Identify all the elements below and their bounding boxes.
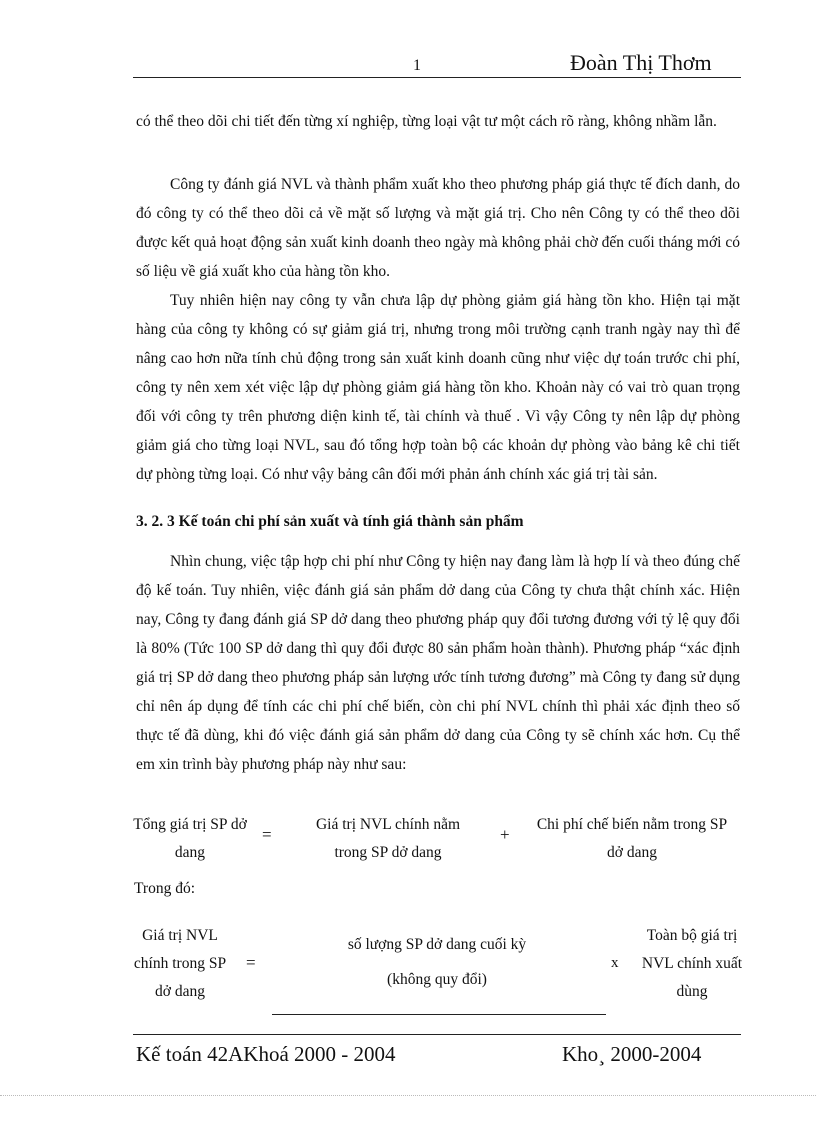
formula2-fraction-line [272, 1014, 606, 1015]
footer-right: Kho¸ 2000-2004 [562, 1042, 702, 1066]
header-rule [133, 77, 741, 78]
trong-do-label: Trong đó: [134, 880, 196, 897]
formula1-equals: = [262, 825, 272, 844]
formula1-plus: + [500, 825, 510, 844]
page-bottom-border [0, 1095, 816, 1096]
footer-left: Kế toán 42AKhoá 2000 - 2004 [136, 1042, 396, 1066]
page-number: 1 [413, 57, 421, 74]
formula1-term1: Giá trị NVL chính nằm trong SP dở dang [315, 816, 461, 861]
formula1-term2: Chi phí chế biến nằm trong SP dở dang [536, 816, 728, 861]
section-heading: 3. 2. 3 Kế toán chi phí sản xuất và tính giá thành sản phẩm [136, 513, 524, 530]
footer-rule [133, 1034, 741, 1035]
formula2-times: x [611, 955, 619, 971]
formula2-right: Toàn bộ giá trị NVL chính xuất dùng [641, 927, 743, 1000]
formula2-numerator-line2: (không quy đổi) [387, 971, 487, 988]
formula2-equals: = [246, 953, 256, 972]
paragraph-wip: Nhìn chung, việc tập hợp chi phí như Công ty hiện nay đang làm là hợp lí và theo đúng chế độ kế toán. Tuy nhiên, việc đánh giá sản phẩm dở dang của Công ty chưa thật chính xác. Hiện nay, Công ty đang đánh giá SP dở dang theo phương pháp quy đổi tương đương với tỷ lệ quy đổi là 80% (Tức 100 SP dở dang thì quy đổi được 80 sản phẩm hoàn thành). Phương pháp “xác định giá trị SP dở dang theo phương pháp sản lượng ước tính tương đương” mà Công ty đang sử dụng chỉ nên áp dụng để tính các chi phí chế biến, còn chi phí NVL chính thì phải xác định theo số thực tế đã dùng, khi đó việc đánh giá sản phẩm dở dang của Công ty sẽ chính xác hơn. Cụ thể em xin trình bày phương pháp này như sau: [136, 553, 740, 773]
paragraph-valuation: Công ty đánh giá NVL và thành phẩm xuất kho theo phương pháp giá thực tế đích danh, do đó công ty có thể theo dõi cả về mặt số lượng và mặt giá trị. Cho nên Công ty có thể theo dõi được kết quả hoạt động sản xuất kinh doanh theo ngày mà không phải chờ đến cuối tháng mới có số liệu về giá xuất kho của hàng tồn kho. [136, 176, 740, 280]
formula1-left: Tổng giá trị SP dở dang [133, 816, 247, 861]
paragraph-continuation: có thể theo dõi chi tiết đến từng xí nghiệp, từng loại vật tư một cách rõ ràng, không nhầm lẫn. [136, 113, 717, 130]
formula2-numerator-line1: số lượng SP dở dang cuối kỳ [347, 936, 527, 953]
author-name: Đoàn Thị Thơm [570, 50, 712, 75]
formula2-left: Giá trị NVL chính trong SP dở dang [133, 927, 227, 1000]
paragraph-provision: Tuy nhiên hiện nay công ty vẫn chưa lập dự phòng giảm giá hàng tồn kho. Hiện tại mặt hàng của công ty không có sự giảm giá trị, nhưng trong môi trường cạnh tranh ngày nay thì để nâng cao hơn nữa tính chủ động trong sản xuất kinh doanh cũng như việc dự toán trước chi phí, công ty nên xem xét việc lập dự phòng giảm giá hàng tồn kho. Khoản này có vai trò quan trọng đối với công ty trên phương diện kinh tế, tài chính và thuế . Vì vậy Công ty nên lập dự phòng giảm giá cho từng loại NVL, sau đó tổng hợp toàn bộ các khoản dự phòng vào bảng kê chi tiết dự phòng từng loại. Có như vậy bảng cân đối mới phản ánh chính xác giá trị tài sản. [136, 292, 740, 483]
